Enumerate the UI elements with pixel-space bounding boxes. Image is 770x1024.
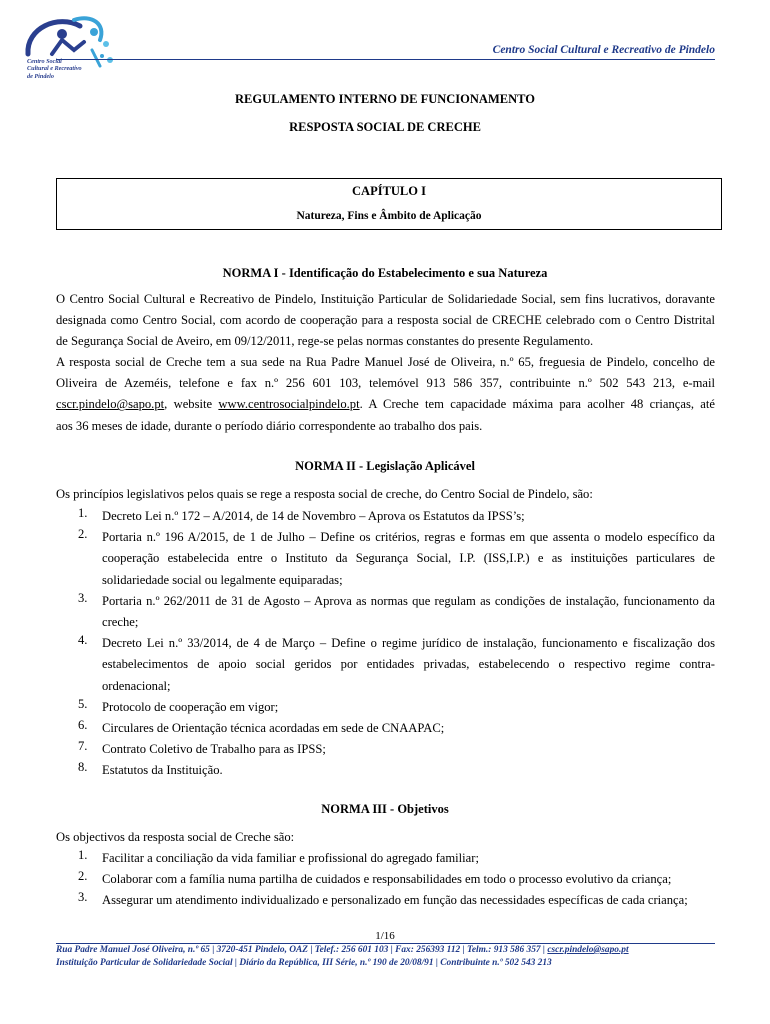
footer-email-link[interactable]: cscr.pindelo@sapo.pt [547, 945, 629, 955]
header-organization-name: Centro Social Cultural e Recreativo de Pindelo [492, 44, 715, 56]
chapter-subtitle: Natureza, Fins e Âmbito de Aplicação [296, 210, 482, 222]
list-item [56, 739, 715, 760]
list-item-text: solidariedade social ou legalmente equiparadas; [102, 572, 343, 587]
list-item-number: 1. [78, 506, 88, 520]
website-link[interactable]: www.centrosocialpindelo.pt [218, 397, 360, 412]
list-item-text: Facilitar a conciliação da vida familiar e profissional do agregado familiar; [102, 851, 479, 865]
norma-1-paragraph-1 [56, 289, 715, 353]
paragraph-line: O Centro Social Cultural e Recreativo de Pindelo, Instituição Particular de Solidariedade Social, sem fins lucrativos, doravante [56, 292, 715, 306]
list-item-number: 6. [78, 718, 88, 733]
norma-3-heading: NORMA III - Objetivos [321, 802, 449, 816]
legislation-list [56, 506, 715, 782]
logo-text: Centro Social Cultural e Recreativo de Pindelo [27, 58, 82, 80]
header-divider [56, 59, 715, 60]
list-item-number: 3. [78, 890, 88, 905]
list-item-number: 1. [78, 848, 88, 862]
paragraph-line: designada como Centro Social, com acordo de cooperação para a resposta social de CRECHE celebrado com o Centro Distrital [56, 313, 715, 328]
norma-1-paragraph-2 [56, 352, 715, 437]
list-item [56, 718, 715, 739]
list-item-text: Decreto Lei n.º 33/2014, de 4 de Março – Define o regime jurídico de instalação, funcionamento e fiscalização dos [102, 636, 715, 651]
document-subtitle: RESPOSTA SOCIAL DE CRECHE [289, 120, 481, 134]
list-item [56, 697, 715, 718]
document-title: REGULAMENTO INTERNO DE FUNCIONAMENTO [235, 92, 535, 106]
footer-registration: Instituição Particular de Solidariedade Social | Diário da República, III Série, n.º 190 de 20/08/91 | Contribuinte n.º 502 543 213 [56, 958, 552, 968]
list-item-text: Protocolo de cooperação em vigor; [102, 699, 279, 714]
list-item-number: 7. [78, 739, 88, 754]
list-item [56, 869, 715, 890]
norma-2-intro: Os princípios legislativos pelos quais se rege a resposta social de creche, do Centro Social de Pindelo, são: [56, 487, 593, 501]
list-item-text: estabelecimentos de apoio social geridos por entidades privadas, estabelecendo o respectivo regime contra- [102, 657, 715, 672]
list-item [56, 633, 715, 697]
list-item-text: Portaria n.º 196 A/2015, de 1 de Julho – Define os critérios, regras e formas em que assenta o modelo específico da [102, 530, 715, 545]
list-item-text: cooperação estabelecida entre o Instituto da Segurança Social, I.P. (ISS,I.P.) e as instituições particulares de [102, 551, 715, 566]
paragraph-line: aos 36 meses de idade, durante o período diário correspondente ao trabalho dos pais. [56, 418, 483, 433]
organization-logo [22, 10, 130, 88]
page-number: 1/16 [375, 930, 395, 942]
list-item-text: Colaborar com a família numa partilha de cuidados e responsabilidades em todo o processo evolutivo da criança; [102, 872, 672, 887]
list-item-text: creche; [102, 615, 139, 630]
list-item [56, 527, 715, 591]
norma-3-intro: Os objectivos da resposta social de Creche são: [56, 830, 295, 844]
norma-2-heading: NORMA II - Legislação Aplicável [295, 459, 475, 473]
list-item-text: Portaria n.º 262/2011 de 31 de Agosto – Aprova as normas que regulam as condições de instalação, funcionamento da [102, 593, 715, 608]
list-item [56, 591, 715, 633]
list-item-number: 2. [78, 527, 88, 542]
list-item-text: Assegurar um atendimento individualizado e personalizado em função das necessidades específicas de cada criança; [102, 893, 688, 908]
objectives-list [56, 848, 715, 912]
list-item [56, 760, 715, 781]
email-link[interactable]: cscr.pindelo@sapo.pt [56, 397, 165, 412]
chapter-box [56, 178, 722, 230]
footer-divider [56, 943, 715, 944]
paragraph-line: Oliveira de Azeméis, telefone e fax n.º 256 601 103, telemóvel 913 586 357, contribuinte n.º 502 543 213, e-mail [56, 376, 715, 391]
list-item [56, 506, 715, 527]
list-item [56, 890, 715, 911]
list-item-text: Contrato Coletivo de Trabalho para as IPSS; [102, 742, 326, 757]
list-item-text: Circulares de Orientação técnica acordadas em sede de CNAAPAC; [102, 721, 445, 736]
chapter-title: CAPÍTULO I [352, 184, 426, 198]
list-item [56, 848, 715, 869]
norma-1-heading: NORMA I - Identificação do Estabelecimento e sua Natureza [222, 266, 548, 280]
paragraph-line: A resposta social de Creche tem a sua sede na Rua Padre Manuel José de Oliveira, n.º 65, freguesia de Pindelo, concelho de [56, 355, 715, 369]
list-item-text: Decreto Lei n.º 172 – A/2014, de 14 de Novembro – Aprova os Estatutos da IPSS’s; [102, 509, 525, 523]
list-item-text: ordenacional; [102, 678, 171, 693]
list-item-number: 2. [78, 869, 88, 884]
list-item-number: 8. [78, 760, 88, 775]
footer-address: Rua Padre Manuel José Oliveira, n.º 65 | 3720-451 Pindelo, OAZ | Telef.: 256 601 103 | Fax: 256393 112 | Telm.: 913 586 357 | cscr.pindelo@sapo.pt [56, 945, 629, 955]
paragraph-line: cscr.pindelo@sapo.pt, website www.centrosocialpindelo.pt. A Creche tem capacidade máxima para acolher 48 crianças, até [56, 397, 715, 412]
list-item-number: 3. [78, 590, 88, 605]
list-item-text: Estatutos da Instituição. [102, 763, 223, 778]
paragraph-line: de Segurança Social de Aveiro, em 09/12/2011, rege-se pelas normas constantes do presente Regulamento. [56, 334, 594, 349]
list-item-number: 5. [78, 696, 88, 711]
list-item-number: 4. [78, 633, 88, 648]
